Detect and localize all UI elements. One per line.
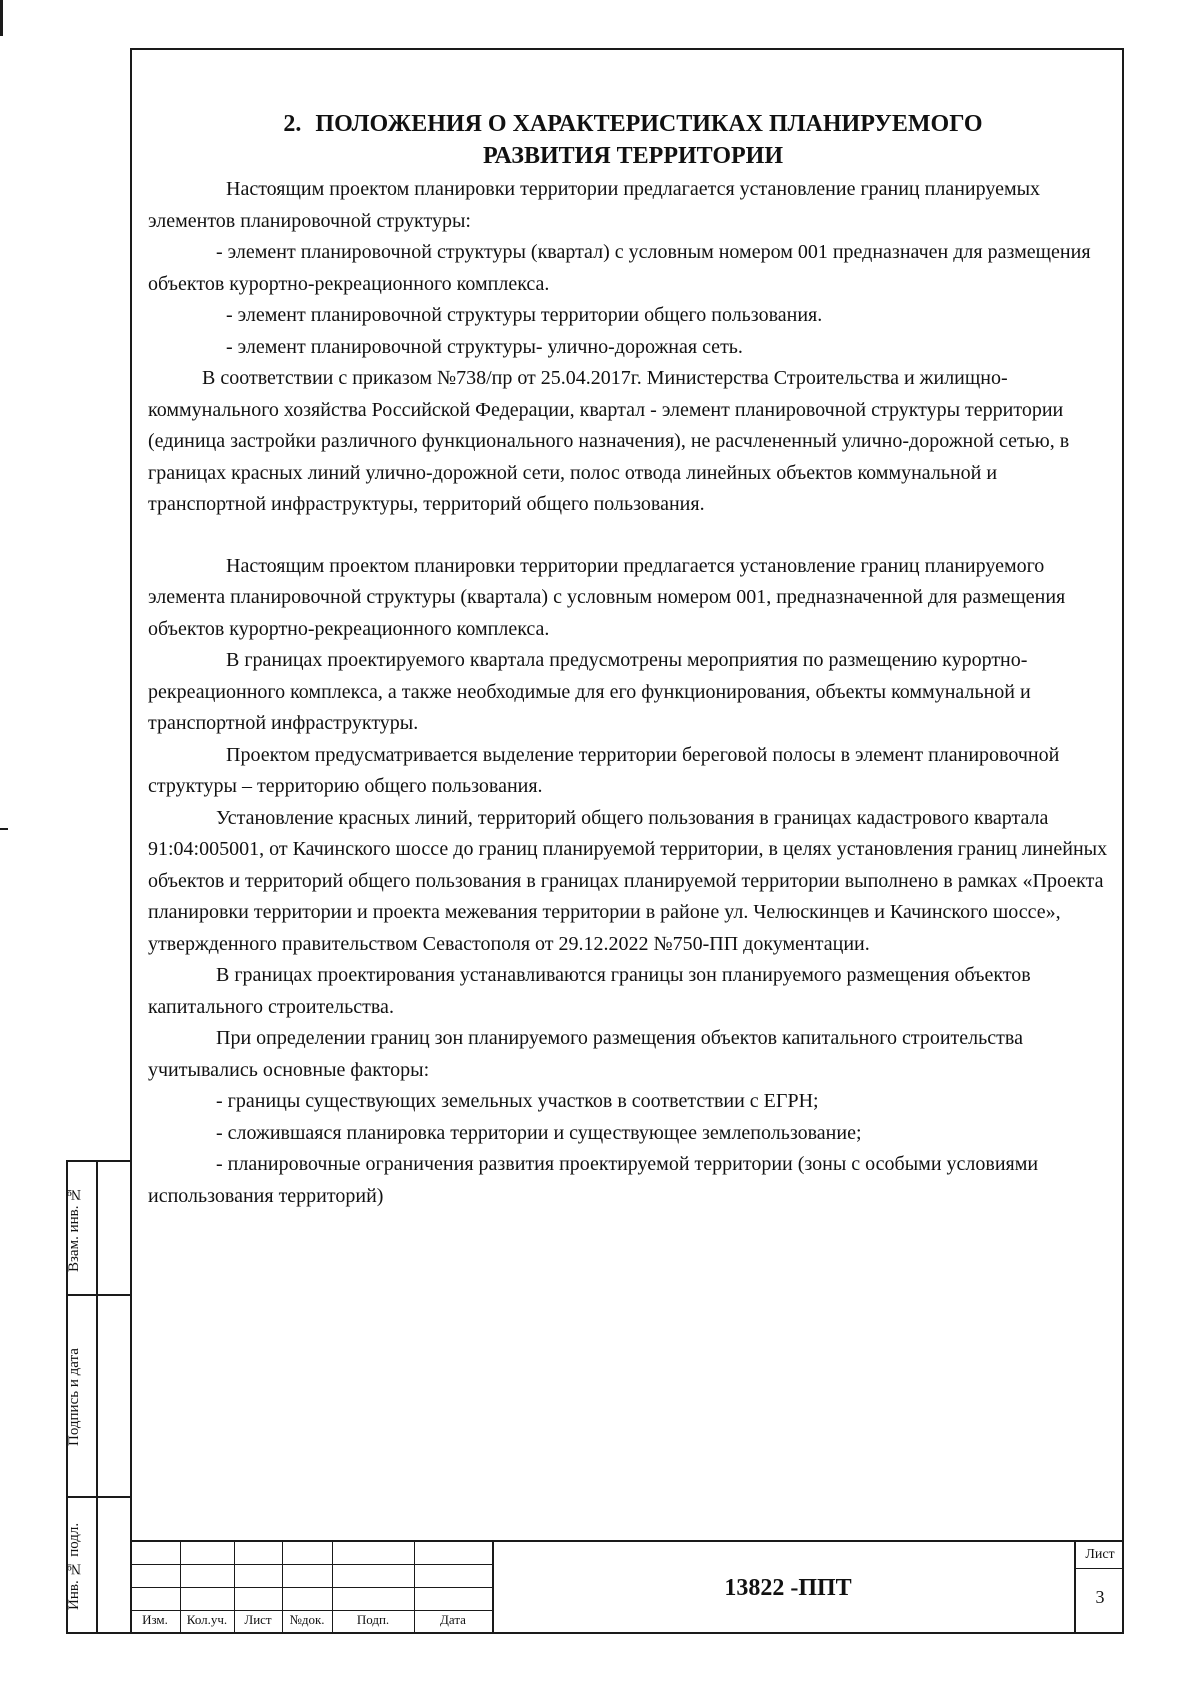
sheet-number: 3 — [1095, 1587, 1105, 1607]
paragraph-quarter-001: Настоящим проектом планировки территории предлагается установление границ планируемого элемента планировочной структуры (квартала) с условным номером 001, предназначенной для размещения объектов курортно-рекреационного комплекса. — [148, 554, 1066, 640]
paragraph-zones: В границах проектирования устанавливаются границы зон планируемого размещения объектов капитального строительства. — [148, 964, 1031, 1018]
paragraph-order-738: В соответствии с приказом №738/пр от 25.04.2017г. Министерства Строительства и жилищно-коммунального хозяйства Российской Федерации, квартал - элемент планировочной структуры территории (единица застройки различного функционального назначения), не расчлененный улично-дорожной сетью, в границах красных линий улично-дорожной сети, полос отвода линейных объектов коммунальной и транспортной инфраструктуры, территорий общего пользования. — [148, 367, 1070, 515]
paragraph-red-lines: Установление красных линий, территорий общего пользования в границах кадастрового квартала 91:04:005001, от Качинского шоссе до границ планируемой территории, в целях установления границ линейных объектов и территорий общего пользования в границах планируемой территории выполнено в рамках «Проекта планировки территории и проекта межевания территории в районе ул. Челюскинцев и Качинского шоссе», утвержденного правительством Севастополя от 29.12.2022 №750-ПП документации. — [148, 806, 1108, 955]
section-heading — [148, 108, 1118, 172]
revision-row — [130, 1564, 492, 1565]
section-title-line2: РАЗВИТИЯ ТЕРРИТОРИИ — [482, 143, 784, 169]
binding-cell-replacement-inv — [68, 1162, 130, 1296]
binding-strip — [66, 1160, 130, 1634]
revision-col-podp: Подп. — [356, 1612, 390, 1627]
sheet-label: Лист — [1076, 1542, 1124, 1569]
list-item-road-network: - элемент планировочной структуры- улично-дорожная сеть. — [226, 335, 743, 358]
paragraph-planned-measures: В границах проектируемого квартала предусмотрены мероприятия по размещению курортно-рекреационного комплекса, а также необходимые для его функционирования, объекты коммунальной и транспортной инфраструктуры. — [148, 649, 1031, 734]
list-item-quarter: - элемент планировочной структуры (квартал) с условным номером 001 предназначен для размещения объектов курортно-рекреационного комплекса. — [148, 241, 1091, 295]
revision-col-izm: Изм. — [142, 1612, 168, 1627]
revision-row — [130, 1587, 492, 1588]
revision-col-list: Лист — [244, 1612, 272, 1627]
scan-edge-mark — [0, 828, 8, 830]
document-code: 13822 -ППТ — [492, 1542, 1082, 1634]
scan-edge-mark — [0, 0, 3, 36]
binding-label-original-inv: Инв. № подл. — [66, 1522, 82, 1610]
section-number: 2. — [283, 111, 302, 137]
binding-cell-original-inv — [68, 1498, 130, 1634]
list-item-public-territory: - элемент планировочной структуры территории общего пользования. — [226, 304, 823, 326]
paragraph-coastal-strip: Проектом предусматривается выделение территории береговой полосы в элемент планировочной структуры – территорию общего пользования. — [148, 743, 1060, 797]
sheet-box — [1074, 1542, 1124, 1634]
section-heading-line1 — [148, 108, 1118, 140]
paragraph-1: Настоящим проектом планировки территории предлагается установление границ планируемых элементов планировочной структуры: — [148, 178, 1041, 232]
title-block — [130, 1540, 1124, 1634]
list-item-egrn: - границы существующих земельных участков в соответствии с ЕГРН; — [216, 1090, 819, 1112]
revision-col-ndok: №док. — [289, 1612, 325, 1627]
list-item-land-use: - сложившаяся планировка территории и существующее землепользование; — [216, 1121, 862, 1144]
revision-col-kol: Кол.уч. — [186, 1612, 228, 1627]
revision-col-data: Дата — [440, 1612, 466, 1627]
section-title-line1: ПОЛОЖЕНИЯ О ХАРАКТЕРИСТИКАХ ПЛАНИРУЕМОГО — [315, 111, 983, 137]
revision-table — [130, 1542, 492, 1634]
document-body — [148, 108, 1118, 1212]
paragraph-gap — [148, 521, 1118, 551]
binding-label-replacement-inv: Взам. инв. № — [66, 1185, 82, 1273]
list-item-restrictions: - планировочные ограничения развития проектируемой территории (зоны с особыми условиями использования территорий) — [148, 1153, 1039, 1207]
paragraph-factors: При определении границ зон планируемого размещения объектов капитального строительства учитывались основные факторы: — [148, 1027, 1023, 1081]
binding-cell-signature-date — [68, 1296, 130, 1498]
binding-label-signature-date: Подпись и дата — [66, 1348, 82, 1446]
revision-row — [130, 1610, 492, 1611]
